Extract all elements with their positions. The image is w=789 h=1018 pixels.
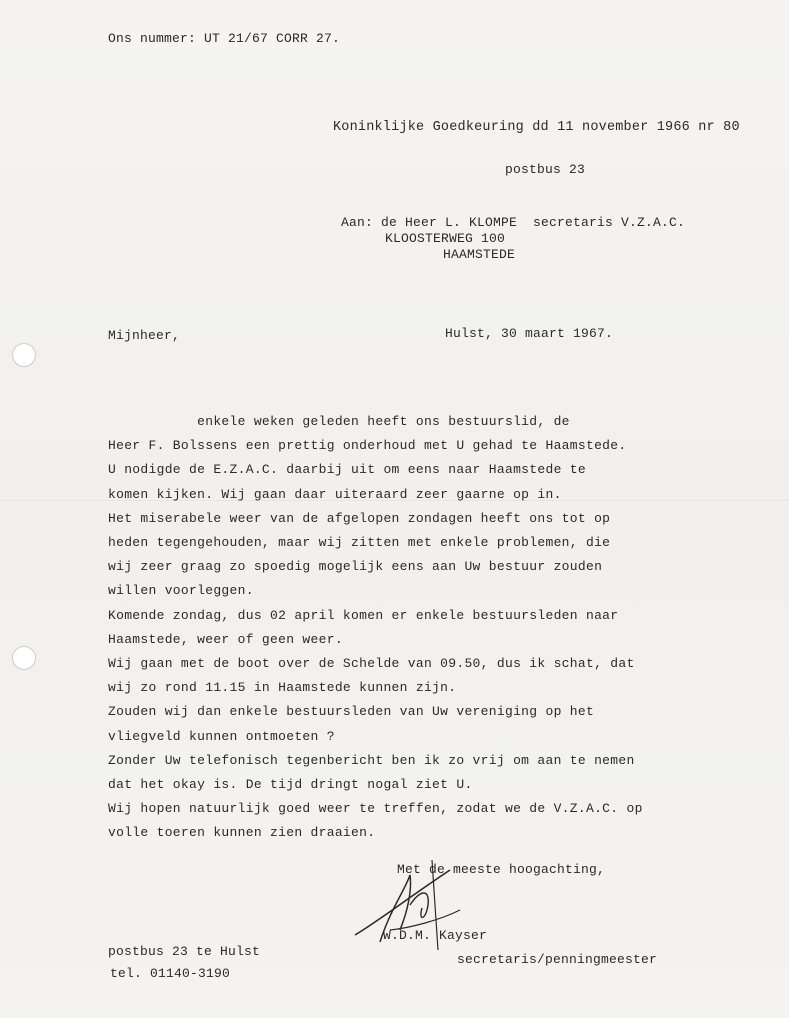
signer-name: W.D.M. Kayser [383,928,488,943]
body-line: Komende zondag, dus 02 april komen er enkele bestuursleden naar [108,607,619,623]
body-line: Zonder Uw telefonisch tegenbericht ben ik zo vrij om aan te nemen [108,752,635,768]
body-line: willen voorleggen. [108,583,254,599]
recipient-city: HAAMSTEDE [443,247,516,262]
body-line: Zouden wij dan enkele bestuursleden van Uw vereniging op het [108,704,595,720]
body-line: Heer F. Bolssens een prettig onderhoud met U gehad te Haamstede. [108,438,627,454]
recipient-street: KLOOSTERWEG 100 [385,231,506,246]
body-line: Haamstede, weer of geen weer. [108,631,343,647]
body-line: dat het okay is. De tijd dringt nogal ziet U. [108,777,473,792]
salutation: Mijnheer, [108,328,181,343]
body-line: vliegveld kunnen ontmoeten ? [108,728,335,744]
punch-hole-top [12,343,36,367]
handwritten-signature [350,850,470,960]
closing: Met de meeste hoogachting, [397,862,606,877]
body-line: Het miserabele weer van de afgelopen zondagen heeft ons tot op [108,510,611,526]
place-date: Hulst, 30 maart 1967. [445,326,614,341]
punch-hole-bottom [12,646,36,670]
royal-approval: Koninklijke Goedkeuring dd 11 november 1966 nr 80 [333,120,740,135]
reference-number: Ons nummer: UT 21/67 CORR 27. [108,31,341,46]
body-line: U nodigde de E.Z.A.C. daarbij uit om eens naar Haamstede te [108,462,586,478]
footer-phone: tel. 01140-3190 [110,966,231,981]
body-line: wij zo rond 11.15 in Haamstede kunnen zijn. [108,680,457,696]
body-line: komen kijken. Wij gaan daar uiteraard zeer gaarne op in. [108,486,562,502]
recipient-line: Aan: de Heer L. KLOMPE secretaris V.Z.A.C. [341,215,686,230]
body-line: wij zeer graag zo spoedig mogelijk eens aan Uw bestuur zouden [108,559,603,575]
postbox: postbus 23 [505,162,586,177]
body-line: enkele weken geleden heeft ons bestuurslid, de [108,414,570,429]
body-line: Wij gaan met de boot over de Schelde van 09.50, dus ik schat, dat [108,656,635,671]
footer-address: postbus 23 te Hulst [108,944,261,959]
body-line: Wij hopen natuurlijk goed weer te treffen, zodat we de V.Z.A.C. op [108,801,643,817]
body-line: volle toeren kunnen zien draaien. [108,825,376,841]
signer-title: secretaris/penningmeester [457,952,658,967]
body-line: heden tegengehouden, maar wij zitten met enkele problemen, die [108,535,611,550]
